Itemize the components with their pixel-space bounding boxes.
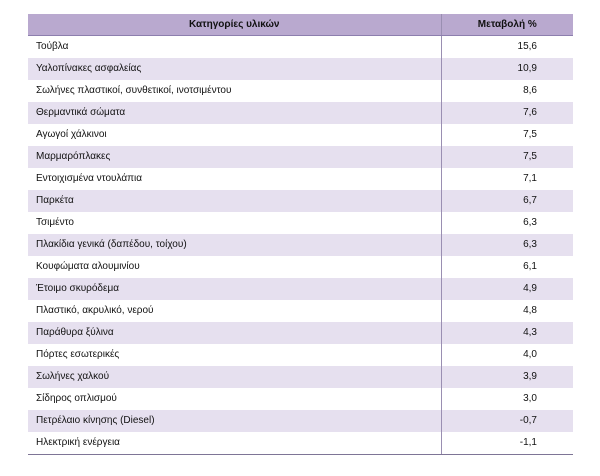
row-category: Πόρτες εσωτερικές [28, 344, 441, 366]
table-row [28, 432, 573, 455]
table-row [28, 146, 573, 168]
row-category: Σωλήνες χαλκού [28, 366, 441, 388]
table-row [28, 212, 573, 234]
row-change-value: 7,6 [441, 102, 573, 124]
header-change-percent: Μεταβολή % [441, 14, 573, 36]
row-change-value: 6,7 [441, 190, 573, 212]
row-category: Σωλήνες πλαστικοί, συνθετικοί, ινοτσιμέντου [28, 80, 441, 102]
row-change-value: 7,5 [441, 124, 573, 146]
row-category: Μαρμαρόπλακες [28, 146, 441, 168]
row-category: Ηλεκτρική ενέργεια [28, 432, 441, 455]
table-row [28, 168, 573, 190]
row-category: Έτοιμο σκυρόδεμα [28, 278, 441, 300]
table-row [28, 190, 573, 212]
row-change-value: 7,1 [441, 168, 573, 190]
row-category: Θερμαντικά σώματα [28, 102, 441, 124]
table-row [28, 80, 573, 102]
table-row [28, 322, 573, 344]
row-category: Σίδηρος οπλισμού [28, 388, 441, 410]
row-category: Υαλοπίνακες ασφαλείας [28, 58, 441, 80]
table-row [28, 36, 573, 59]
row-change-value: 4,9 [441, 278, 573, 300]
table-row [28, 366, 573, 388]
row-category: Αγωγοί χάλκινοι [28, 124, 441, 146]
row-change-value: 4,8 [441, 300, 573, 322]
table-header-row [28, 14, 573, 36]
table-row [28, 124, 573, 146]
row-change-value: 6,3 [441, 212, 573, 234]
row-category: Πλακίδια γενικά (δαπέδου, τοίχου) [28, 234, 441, 256]
row-category: Τσιμέντο [28, 212, 441, 234]
table-row [28, 256, 573, 278]
table-row [28, 300, 573, 322]
table-row [28, 344, 573, 366]
table-row [28, 388, 573, 410]
row-change-value: 10,9 [441, 58, 573, 80]
table-row [28, 234, 573, 256]
row-change-value: 8,6 [441, 80, 573, 102]
row-category: Πετρέλαιο κίνησης (Diesel) [28, 410, 441, 432]
row-change-value: 4,0 [441, 344, 573, 366]
table-row [28, 278, 573, 300]
row-change-value: -0,7 [441, 410, 573, 432]
row-category: Πλαστικό, ακρυλικό, νερού [28, 300, 441, 322]
table-row [28, 102, 573, 124]
row-change-value: 7,5 [441, 146, 573, 168]
row-change-value: 3,0 [441, 388, 573, 410]
table-body [28, 36, 573, 455]
table-row [28, 58, 573, 80]
row-category: Εντοιχισμένα ντουλάπια [28, 168, 441, 190]
row-category: Παρκέτα [28, 190, 441, 212]
row-change-value: 3,9 [441, 366, 573, 388]
row-change-value: 6,1 [441, 256, 573, 278]
row-change-value: 6,3 [441, 234, 573, 256]
row-change-value: -1,1 [441, 432, 573, 455]
row-change-value: 15,6 [441, 36, 573, 59]
row-category: Τούβλα [28, 36, 441, 59]
row-category: Παράθυρα ξύλινα [28, 322, 441, 344]
materials-price-change-table [28, 14, 573, 455]
table-row [28, 410, 573, 432]
row-change-value: 4,3 [441, 322, 573, 344]
header-category: Κατηγορίες υλικών [28, 14, 441, 36]
row-category: Κουφώματα αλουμινίου [28, 256, 441, 278]
